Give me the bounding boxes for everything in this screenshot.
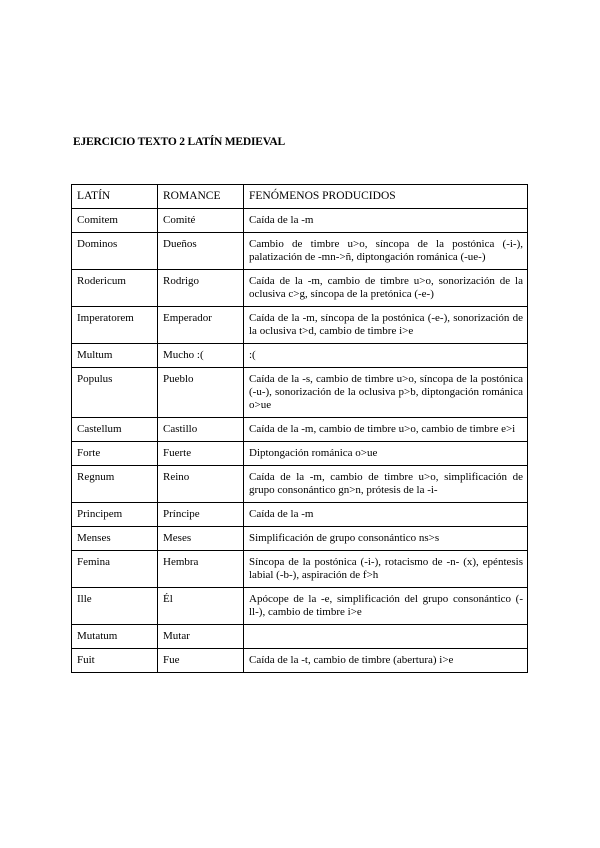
latin-cell: Castellum: [72, 418, 158, 442]
romance-cell: Mutar: [158, 625, 244, 649]
document-title: EJERCICIO TEXTO 2 LATÍN MEDIEVAL: [73, 136, 285, 148]
table-row: [72, 442, 528, 466]
latin-cell: Femina: [72, 551, 158, 588]
phenomena-cell: Caída de la -s, cambio de timbre u>o, síncopa de la postónica (-u-), sonorización de la oclusiva p>b, diptongación románica o>ue: [244, 368, 528, 418]
table-row: [72, 368, 528, 418]
latin-cell: Comitem: [72, 209, 158, 233]
table-row: [72, 466, 528, 503]
table-row: [72, 307, 528, 344]
table-row: [72, 588, 528, 625]
table-row: [72, 233, 528, 270]
table-row: [72, 649, 528, 673]
romance-cell: Príncipe: [158, 503, 244, 527]
latin-cell: Populus: [72, 368, 158, 418]
phenomena-cell: Caída de la -t, cambio de timbre (abertura) i>e: [244, 649, 528, 673]
latin-cell: Multum: [72, 344, 158, 368]
header-phenomena: FENÓMENOS PRODUCIDOS: [244, 185, 528, 209]
romance-cell: Emperador: [158, 307, 244, 344]
table-row: [72, 209, 528, 233]
romance-cell: Rodrigo: [158, 270, 244, 307]
latin-cell: Rodericum: [72, 270, 158, 307]
phenomena-cell: Apócope de la -e, simplificación del grupo consonántico (-ll-), cambio de timbre i>e: [244, 588, 528, 625]
phenomena-cell: Caída de la -m, cambio de timbre u>o, simplificación de grupo consonántico gn>n, prótesis de la -i-: [244, 466, 528, 503]
latin-cell: Dominos: [72, 233, 158, 270]
romance-cell: Reino: [158, 466, 244, 503]
phenomena-cell: Caída de la -m: [244, 503, 528, 527]
table-header-row: [72, 185, 528, 209]
romance-cell: Él: [158, 588, 244, 625]
phenomena-cell: Caída de la -m: [244, 209, 528, 233]
romance-cell: Castillo: [158, 418, 244, 442]
romance-cell: Hembra: [158, 551, 244, 588]
phenomena-cell: Simplificación de grupo consonántico ns>s: [244, 527, 528, 551]
table-row: [72, 527, 528, 551]
latin-cell: Imperatorem: [72, 307, 158, 344]
romance-cell: Fue: [158, 649, 244, 673]
romance-cell: Meses: [158, 527, 244, 551]
phenomena-cell: :(: [244, 344, 528, 368]
table-row: [72, 418, 528, 442]
phonetic-changes-table: [71, 184, 528, 673]
phenomena-cell: [244, 625, 528, 649]
phenomena-cell: Caída de la -m, cambio de timbre u>o, sonorización de la oclusiva c>g, síncopa de la pretónica (-e-): [244, 270, 528, 307]
latin-cell: Fuit: [72, 649, 158, 673]
table-row: [72, 344, 528, 368]
romance-cell: Dueños: [158, 233, 244, 270]
phenomena-cell: Caída de la -m, cambio de timbre u>o, cambio de timbre e>i: [244, 418, 528, 442]
latin-cell: Ille: [72, 588, 158, 625]
phenomena-cell: Síncopa de la postónica (-i-), rotacismo de -n- (x), epéntesis labial (-b-), aspiración de f>h: [244, 551, 528, 588]
latin-cell: Principem: [72, 503, 158, 527]
romance-cell: Comité: [158, 209, 244, 233]
romance-cell: Fuerte: [158, 442, 244, 466]
latin-cell: Menses: [72, 527, 158, 551]
table-row: [72, 625, 528, 649]
latin-cell: Forte: [72, 442, 158, 466]
romance-cell: Mucho :(: [158, 344, 244, 368]
table-row: [72, 551, 528, 588]
phenomena-cell: Diptongación románica o>ue: [244, 442, 528, 466]
phenomena-cell: Cambio de timbre u>o, síncopa de la postónica (-i-), palatización de -mn->ñ, diptongación románica (-ue-): [244, 233, 528, 270]
latin-cell: Regnum: [72, 466, 158, 503]
romance-cell: Pueblo: [158, 368, 244, 418]
phenomena-cell: Caída de la -m, síncopa de la postónica (-e-), sonorización de la oclusiva t>d, cambio de timbre i>e: [244, 307, 528, 344]
table-row: [72, 503, 528, 527]
table-row: [72, 270, 528, 307]
header-latin: LATÍN: [72, 185, 158, 209]
latin-cell: Mutatum: [72, 625, 158, 649]
header-romance: ROMANCE: [158, 185, 244, 209]
